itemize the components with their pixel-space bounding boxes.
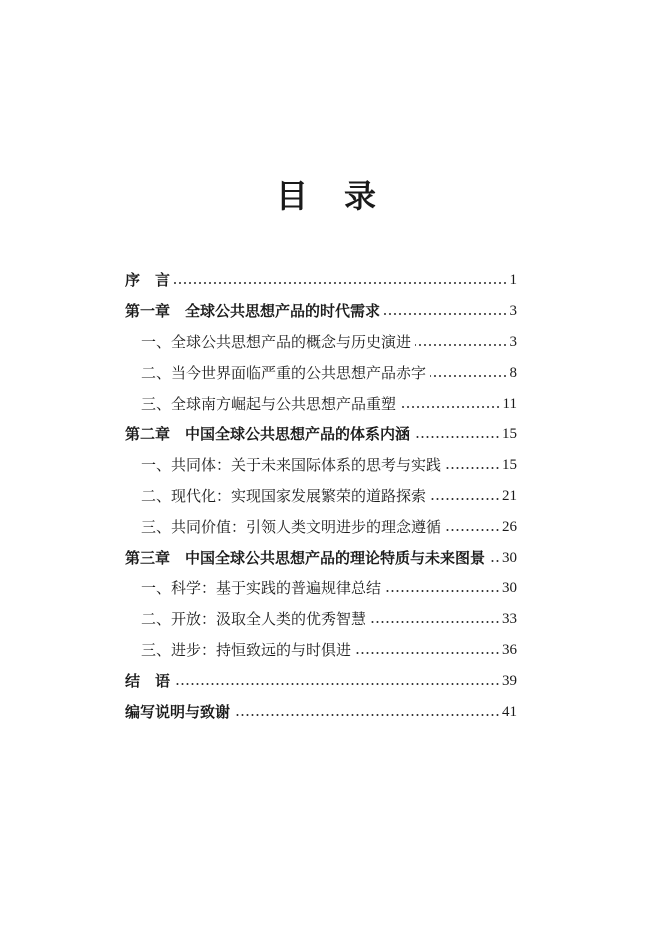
toc-entry[interactable] xyxy=(125,511,517,542)
toc-entry-label: 第三章 中国全球公共思想产品的理论特质与未来图景 xyxy=(125,548,486,567)
toc-entry[interactable] xyxy=(125,542,517,573)
toc-entry-label: 第一章 全球公共思想产品的时代需求 xyxy=(125,302,381,321)
dot-leader xyxy=(430,375,507,377)
toc-entry-page: 15 xyxy=(502,457,517,474)
dot-leader xyxy=(385,590,500,592)
dot-leader xyxy=(370,621,500,623)
toc-entry-label: 编写说明与致谢 xyxy=(125,702,231,721)
toc-entry-label: 二、现代化：实现国家发展繁荣的道路探索 xyxy=(141,486,427,505)
toc-entry-label: 三、共同价值：引领人类文明进步的理念遵循 xyxy=(141,517,442,536)
toc-entry[interactable] xyxy=(125,635,517,666)
dot-leader xyxy=(415,344,507,346)
toc-entry-page: 15 xyxy=(502,426,517,443)
toc-entry-page: 21 xyxy=(502,487,517,504)
toc-entry[interactable] xyxy=(125,604,517,635)
toc-entry-page: 39 xyxy=(502,672,517,689)
toc-entry[interactable] xyxy=(125,481,517,512)
toc-entry[interactable] xyxy=(125,573,517,604)
dot-leader xyxy=(414,436,500,438)
table-of-contents xyxy=(125,265,517,727)
toc-entry-label: 第二章 中国全球公共思想产品的体系内涵 xyxy=(125,425,411,444)
toc-entry[interactable] xyxy=(125,419,517,450)
dot-leader xyxy=(384,313,507,315)
dot-leader xyxy=(174,683,500,685)
toc-entry-label: 结 语 xyxy=(125,671,171,690)
dot-leader xyxy=(355,652,500,654)
dot-leader xyxy=(489,560,500,562)
dot-leader xyxy=(445,529,500,531)
toc-entry[interactable] xyxy=(125,388,517,419)
toc-entry[interactable] xyxy=(125,357,517,388)
toc-entry-page: 30 xyxy=(502,549,517,566)
toc-entry[interactable] xyxy=(125,296,517,327)
toc-entry-page: 41 xyxy=(502,703,517,720)
toc-entry-label: 三、全球南方崛起与公共思想产品重塑 xyxy=(141,394,397,413)
toc-entry[interactable] xyxy=(125,327,517,358)
toc-entry-page: 26 xyxy=(502,518,517,535)
dot-leader xyxy=(445,467,500,469)
toc-entry-label: 三、进步：持恒致远的与时俱进 xyxy=(141,640,352,659)
dot-leader xyxy=(430,498,500,500)
toc-entry-page: 33 xyxy=(502,611,517,628)
toc-entry-label: 序 言 xyxy=(125,271,171,290)
toc-entry[interactable] xyxy=(125,450,517,481)
toc-entry[interactable] xyxy=(125,696,517,727)
toc-entry-page: 3 xyxy=(509,333,517,350)
toc-entry-label: 一、共同体：关于未来国际体系的思考与实践 xyxy=(141,456,442,475)
toc-entry-label: 一、全球公共思想产品的概念与历史演进 xyxy=(141,332,412,351)
dot-leader xyxy=(400,406,501,408)
toc-entry-label: 一、科学：基于实践的普遍规律总结 xyxy=(141,579,382,598)
toc-entry-page: 36 xyxy=(502,641,517,658)
toc-entry-page: 8 xyxy=(509,364,517,381)
toc-entry-label: 二、当今世界面临严重的公共思想产品赤字 xyxy=(141,363,427,382)
page-title: 目 录 xyxy=(275,177,378,215)
toc-entry-page: 11 xyxy=(502,395,517,412)
toc-entry-page: 3 xyxy=(509,303,517,320)
toc-entry-page: 30 xyxy=(502,580,517,597)
toc-entry-label: 二、开放：汲取全人类的优秀智慧 xyxy=(141,610,367,629)
toc-entry[interactable] xyxy=(125,665,517,696)
toc-entry[interactable] xyxy=(125,265,517,296)
dot-leader xyxy=(174,282,507,284)
dot-leader xyxy=(234,714,500,716)
toc-entry-page: 1 xyxy=(509,272,517,289)
